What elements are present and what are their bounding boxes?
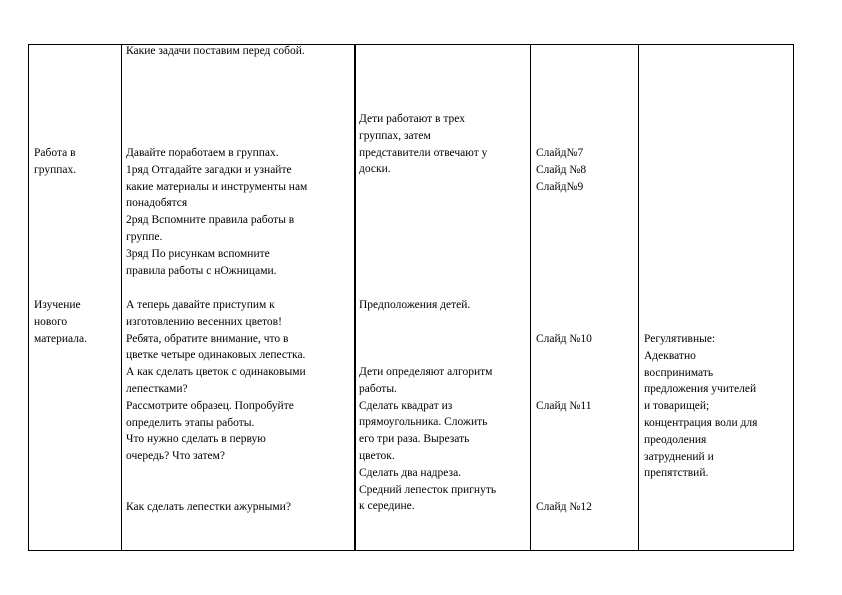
students-algorithm: Дети определяют алгоритм работы. Сделать квадрат из прямоугольника. Сложить его три раза. Вырезать цветок. Сделать два надреза. Средний лепесток пригнуть к середине.: [359, 366, 497, 513]
column-divider: [121, 45, 122, 550]
slide-12: Слайд №12: [536, 501, 592, 513]
regulative-skills: Регулятивные: Адекватно воспринимать предложения учителей и товарищей; концентрация воли для преодоления затруднений и препятствий.: [644, 333, 758, 480]
students-group-work: Дети работают в трех группах, затем представители отвечают у доски.: [359, 113, 488, 176]
teacher-openwork-question: Как сделать лепестки ажурными?: [126, 501, 291, 513]
slide-10: Слайд №10: [536, 333, 592, 345]
slide-11: Слайд №11: [536, 400, 592, 412]
teacher-flower-instructions: А теперь давайте приступим к изготовлению весенних цветов! Ребята, обратите внимание, что в цветке четыре одинаковых лепестка. А как сделать цветок с одинаковыми лепестками? Рассмотрите образец. Попробуйте определить этапы работы. Что нужно сделать в первую очередь? Что затем?: [126, 299, 306, 463]
students-guesses: Предположения детей.: [359, 299, 471, 311]
slides-7-9: Слайд№7 Слайд №8 Слайд№9: [536, 147, 587, 193]
teacher-group-instructions: Давайте поработаем в группах. 1ряд Отгадайте загадки и узнайте какие материалы и инструменты нам понадобятся 2ряд Вспомните правила работы в группе. 3ряд По рисункам вспомните правила работы с нОжницами.: [126, 147, 308, 277]
teacher-tasks-question: Какие задачи поставим перед собой.: [126, 45, 305, 57]
stage-group-work: Работа в группах.: [34, 147, 77, 176]
column-divider: [638, 45, 639, 550]
column-divider: [354, 45, 356, 550]
stage-new-material: Изучение нового материала.: [34, 299, 87, 345]
column-divider: [530, 45, 531, 550]
